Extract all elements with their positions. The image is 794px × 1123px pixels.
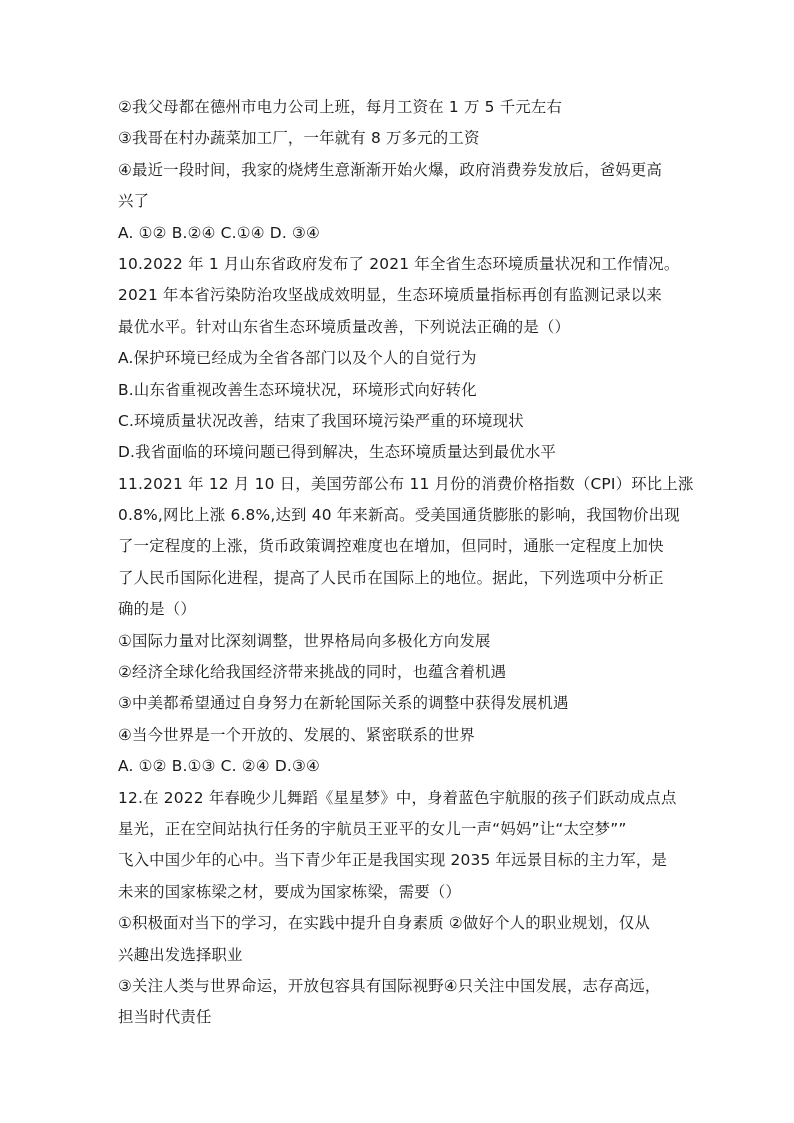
- question-10: 10.2022 年 1 月山东省政府发布了 2021 年全省生态环境质量状况和工作情况。: [118, 254, 680, 273]
- statement-1-2: ①积极面对当下的学习，在实践中提升自身素质 ②做好个人的职业规划，仅从: [118, 914, 650, 933]
- text-line: 了人民币国际化进程，提高了人民币在国际上的地位。据此，下列选项中分析正: [118, 568, 664, 587]
- text-line: 未来的国家栋梁之材，要成为国家栋梁，需要（）: [118, 882, 461, 901]
- statement-4: ④当今世界是一个开放的、发展的、紧密联系的世界: [118, 725, 475, 744]
- text-line: ②我父母都在德州市电力公司上班，每月工资在 1 万 5 千元左右: [118, 98, 563, 116]
- text-line: 兴了: [118, 192, 150, 211]
- option-c: C.环境质量状况改善，结束了我国环境污染严重的环境现状: [118, 411, 524, 430]
- option-b: B.山东省重视改善生态环境状况，环境形式向好转化: [118, 380, 477, 399]
- document-body: [118, 92, 694, 1034]
- text-line: 0.8%,网比上涨 6.8%,达到 40 年来新高。受美国通货膨胀的影响，我国物价出现: [118, 506, 680, 525]
- question-11: 11.2021 年 12 月 10 日，美国劳部公布 11 月份的消费价格指数（CPI）环比上涨: [118, 474, 694, 493]
- text-line: 星光，正在空间站执行任务的宇航员王亚平的女儿一声“妈妈”让“太空梦””: [118, 819, 627, 838]
- statement-1: ①国际力量对比深刻调整，世界格局向多极化方向发展: [118, 631, 491, 650]
- answer-options: A. ①② B.②④ C.①④ D. ③④: [118, 223, 321, 242]
- text-line: 飞入中国少年的心中。当下青少年正是我国实现 2035 年远景目标的主力军，是: [118, 851, 668, 870]
- text-line: ③我哥在村办蔬菜加工厂，一年就有 8 万多元的工资: [118, 129, 480, 148]
- text-line: 了一定程度的上涨，货币政策调控难度也在增加，但同时，通胀一定程度上加快: [118, 537, 664, 556]
- option-d: D.我省面临的环境问题已得到解决，生态环境质量达到最优水平: [118, 443, 557, 462]
- statement-3: ③中美都希望通过自身努力在新轮国际关系的调整中获得发展机遇: [118, 694, 569, 713]
- text-line: ④最近一段时间，我家的烧烤生意渐渐开始火爆，政府消费券发放后，爸妈更高: [118, 160, 663, 179]
- question-12: 12.在 2022 年春晚少儿舞蹈《星星梦》中，身着蓝色宇航服的孩子们跃动成点点: [118, 788, 677, 807]
- answer-options: A. ①② B.①③ C. ②④ D.③④: [118, 757, 321, 776]
- text-line: 确的是（）: [118, 600, 196, 619]
- option-a: A.保护环境已经成为全省各部门以及个人的自觉行为: [118, 349, 477, 368]
- statement-2: ②经济全球化给我国经济带来挑战的同时，也蕴含着机遇: [118, 663, 507, 682]
- text-line: 2021 年本省污染防治攻坚战成效明显，生态环境质量指标再创有监测记录以来: [118, 286, 662, 305]
- text-line: 担当时代责任: [118, 1008, 212, 1027]
- text-line: 最优水平。针对山东省生态环境质量改善，下列说法正确的是（）: [118, 317, 571, 336]
- statement-3-4: ③关注人类与世界命运，开放包容具有国际视野④只关注中国发展，志存高远，: [118, 976, 661, 995]
- text-line: 兴趣出发选择职业: [118, 945, 243, 964]
